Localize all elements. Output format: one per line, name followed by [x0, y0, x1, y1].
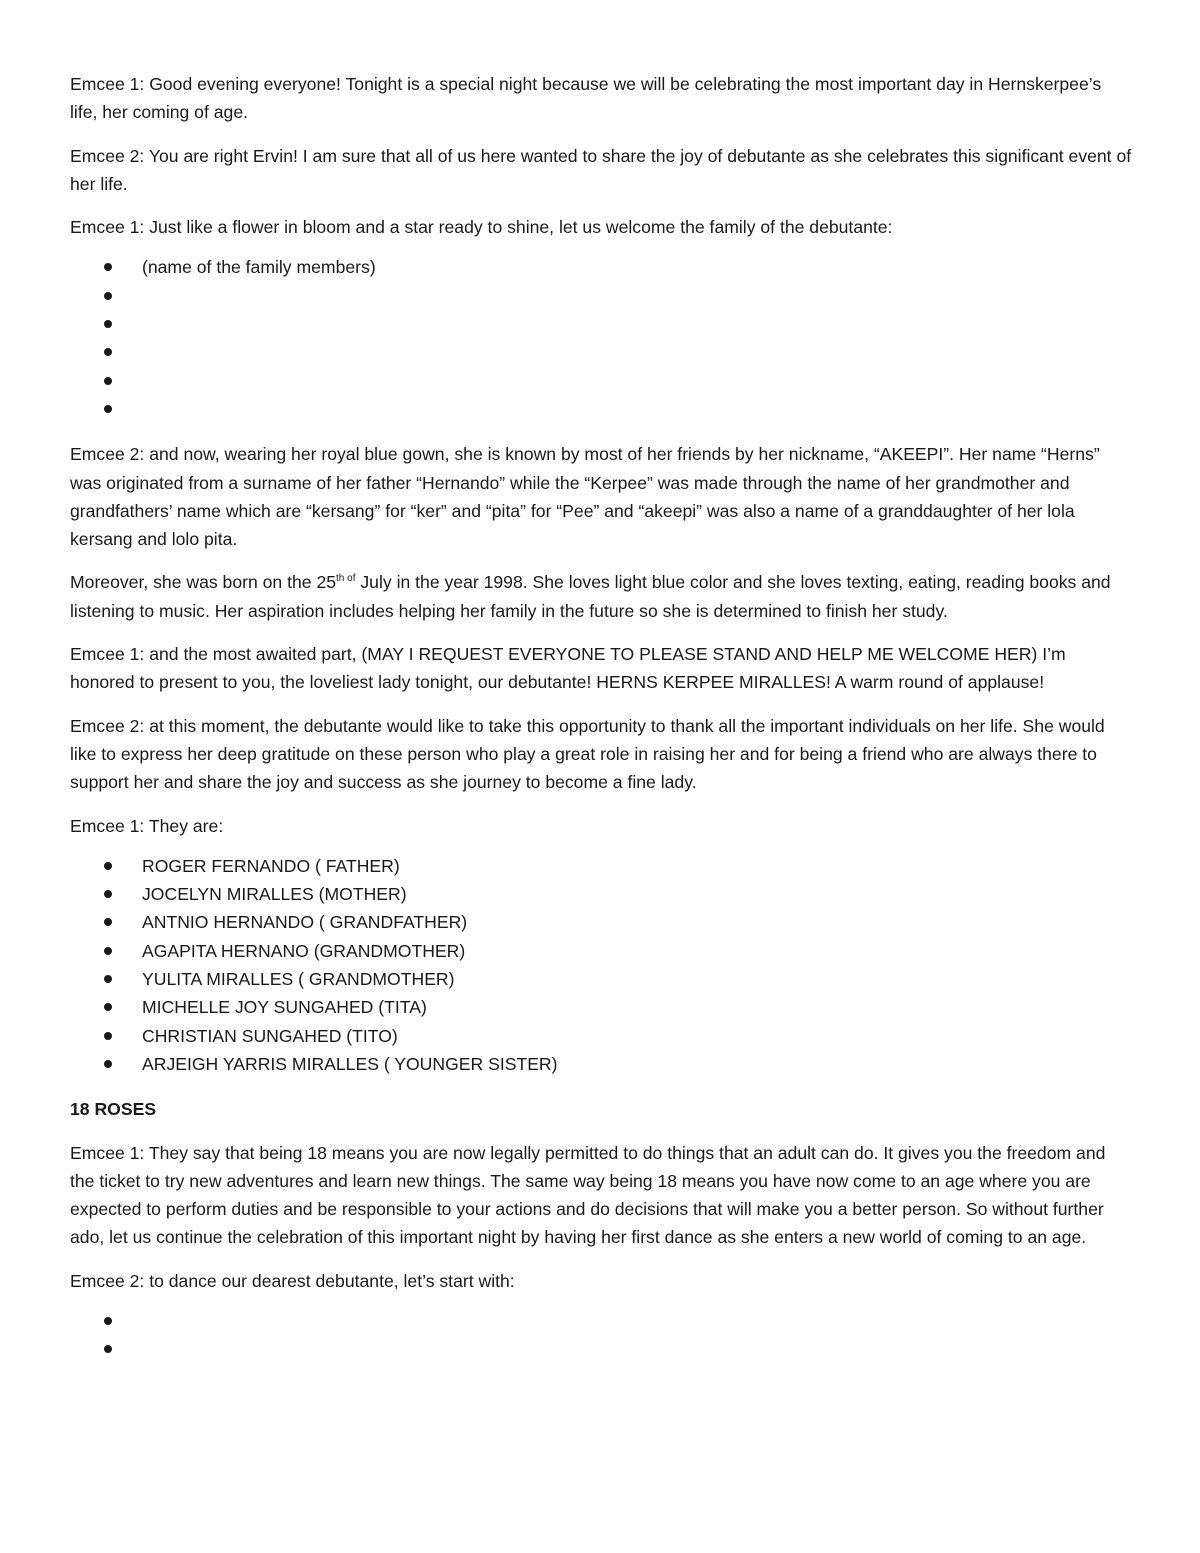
dance-list — [70, 1307, 1132, 1364]
list-item — [70, 367, 1132, 395]
list-item: ARJEIGH YARRIS MIRALLES ( YOUNGER SISTER) — [70, 1050, 1132, 1078]
list-item — [70, 282, 1132, 310]
thanks-list — [70, 852, 1132, 1078]
paragraph-gratitude: Emcee 2: at this moment, the debutante would like to take this opportunity to thank all the important individuals on her life. She would like to express her deep gratitude on these person who play a great role in raising her and for being a friend who are always there to support her and share the joy and success as she journey to become a fine lady. — [70, 715, 1105, 793]
paragraph-emcee2-reply: Emcee 2: You are right Ervin! I am sure that all of us here wanted to share the joy of debutante as she celebrates this significant event of her life. — [70, 145, 1132, 194]
birthday-text-start: Moreover, she was born on the 25 — [70, 572, 337, 593]
list-item: ROGER FERNANDO ( FATHER) — [70, 852, 1132, 880]
paragraph-welcome: Emcee 1: Good evening everyone! Tonight is a special night because we will be celebrating the most important day in Hernskerpee’s life, her coming of age. — [70, 74, 1102, 123]
list-item: AGAPITA HERNANO (GRANDMOTHER) — [70, 937, 1132, 965]
paragraph-family-intro: Emcee 1: Just like a flower in bloom and a star ready to shine, let us welcome the family of the debutante: — [70, 217, 893, 238]
list-item: (name of the family members) — [70, 253, 1132, 281]
paragraph-birthday — [70, 568, 1132, 625]
section-heading-18-roses: 18 ROSES — [70, 1099, 157, 1120]
list-item: ANTNIO HERNANDO ( GRANDFATHER) — [70, 908, 1132, 936]
list-item: CHRISTIAN SUNGAHED (TITO) — [70, 1022, 1132, 1050]
paragraph-presentation: Emcee 1: and the most awaited part, (MAY I REQUEST EVERYONE TO PLEASE STAND AND HELP ME WELCOME HER) I’m honored to present to you, the loveliest lady tonight, our debutante! HERNS KERPEE MIRALLES! A warm round of applause! — [70, 644, 1066, 693]
paragraph-dance-start: Emcee 2: to dance our dearest debutante, let’s start with: — [70, 1270, 515, 1291]
list-item — [70, 395, 1132, 423]
paragraph-nickname: Emcee 2: and now, wearing her royal blue gown, she is known by most of her friends by her nickname, “AKEEPI”. Her name “Herns” was originated from a surname of her father “Hernando” while the “Kerpee” was made through the name of her grandmother and grandfathers’ name which are “kersang” for “ker” and “pita” for “Pee” and “akeepi” was also a name of a granddaughter of her lola kersang and lolo pita. — [70, 444, 1100, 550]
list-item — [70, 1335, 1132, 1363]
list-item: JOCELYN MIRALLES (MOTHER) — [70, 880, 1132, 908]
document-page — [70, 70, 1132, 1381]
list-item: MICHELLE JOY SUNGAHED (TITA) — [70, 993, 1132, 1021]
list-item — [70, 310, 1132, 338]
birthday-superscript: th of — [336, 573, 356, 585]
paragraph-they-are: Emcee 1: They are: — [70, 815, 224, 836]
list-item — [70, 1307, 1132, 1335]
birthday-text-end: July in the year 1998. She loves light blue color and she loves texting, eating, reading books and listening to music. Her aspiration includes helping her family in the future so she is determined to finish her study. — [70, 572, 1111, 621]
family-members-list — [70, 253, 1132, 423]
list-item: YULITA MIRALLES ( GRANDMOTHER) — [70, 965, 1132, 993]
list-item — [70, 338, 1132, 366]
paragraph-18-roses: Emcee 1: They say that being 18 means you are now legally permitted to do things that an adult can do. It gives you the freedom and the ticket to try new adventures and learn new things. The same way being 18 means you have now come to an age where you are expected to perform duties and be responsible to your actions and do decisions that will make you a better person. So without further ado, let us continue the celebration of this important night by having her first dance as she enters a new world of coming to an age. — [70, 1142, 1106, 1248]
